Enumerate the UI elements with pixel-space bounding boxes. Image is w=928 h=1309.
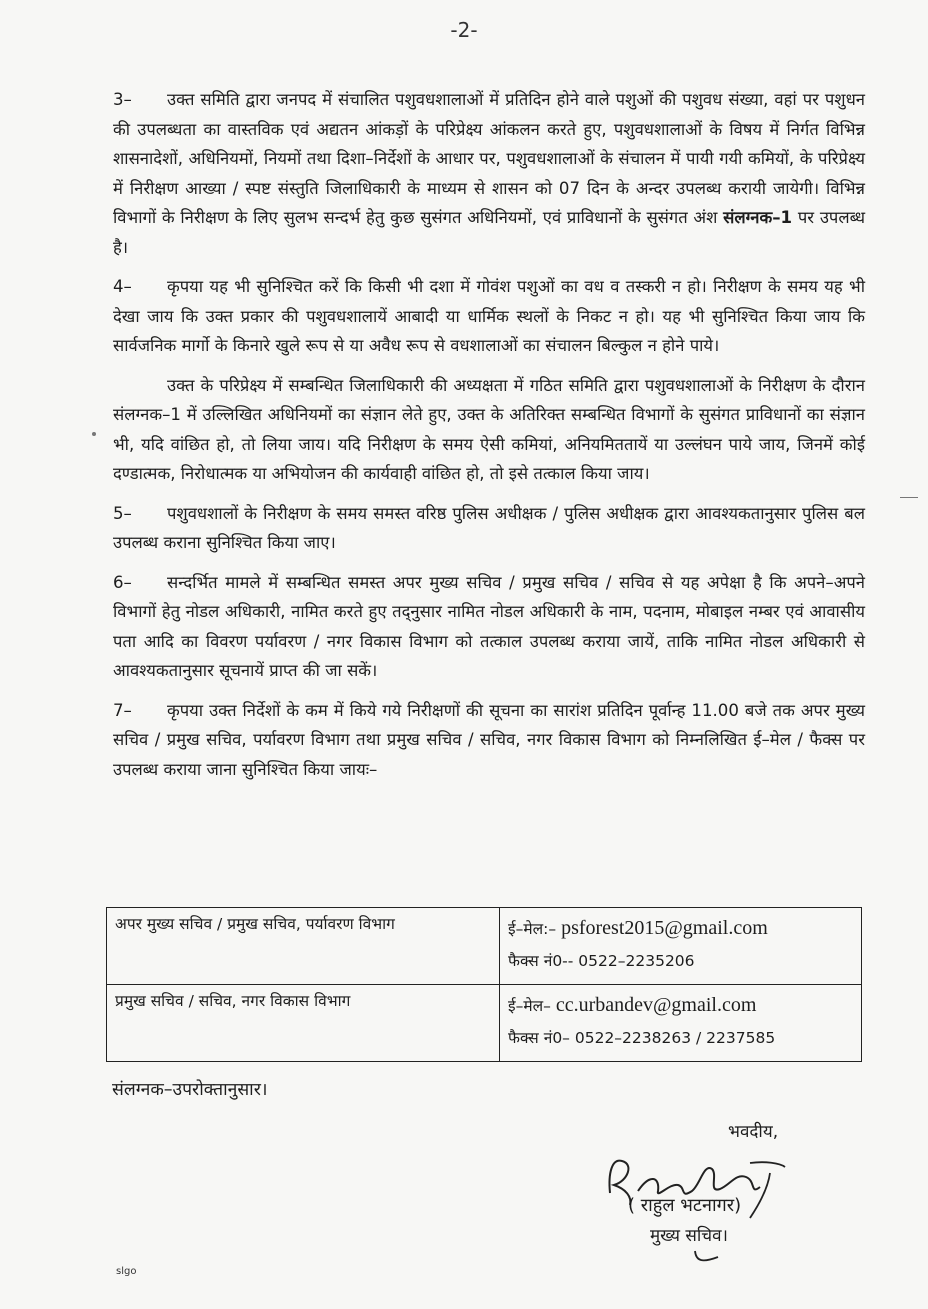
- fax-line: [508, 1022, 853, 1054]
- paragraph-4: [113, 272, 865, 361]
- fax-label: फैक्स नं0–: [508, 1029, 575, 1047]
- paragraph-4-continued: [113, 371, 865, 489]
- enclosure-note: संलग्नक–उपरोक्तानुसार।: [112, 1080, 268, 1100]
- page-number: -2-: [450, 18, 478, 42]
- department-cell: प्रमुख सचिव / सचिव, नगर विकास विभाग: [107, 985, 500, 1062]
- paragraph-text: पशुवधशालों के निरीक्षण के समय समस्त वरिष्ठ पुलिस अधीक्षक / पुलिस अधीक्षक द्वारा आवश्यकतानुसार पुलिस बल उपलब्ध कराना सुनिश्चित किया जाए।: [113, 503, 865, 552]
- email-address[interactable]: cc.urbandev@gmail.com: [555, 994, 757, 1016]
- table-row: [107, 908, 862, 985]
- paragraph-text: सन्दर्भित मामले में सम्बन्धित समस्त अपर मुख्य सचिव / प्रमुख सचिव / सचिव से यह अपेक्षा है कि अपने–अपने विभागों हेतु नोडल अधिकारी, नामित करते हुए तद्नुसार नामित नोडल अधिकारी के नाम, पदनाम, मोबाइल नम्बर एवं आवासीय पता आदि का विवरण पर्यावरण / नगर विकास विभाग को तत्काल उपलब्ध कराया जायें, ताकि नामित नोडल अधिकारी से आवश्यकतानुसार सूचनायें प्राप्त की जा सकें।: [113, 572, 865, 680]
- paragraph-number: 5–: [113, 503, 132, 523]
- paragraph-5: [113, 499, 865, 558]
- paragraph-text-end: पर उपलब्ध है।: [113, 208, 865, 257]
- signatory-designation: मुख्य सचिव।: [650, 1226, 728, 1246]
- paragraph-text: कृपया उक्त निर्देशों के कम में किये गये निरीक्षणों की सूचना का सारांश प्रतिदिन पूर्वान्ह 11.00 बजे तक अपर मुख्य सचिव / प्रमुख सचिव, पर्यावरण विभाग तथा प्रमुख सचिव / सचिव, नगर विकास विभाग को निम्नलिखित ई–मेल / फैक्स पर उपलब्ध कराया जाना सुनिश्चित किया जायः–: [113, 700, 865, 779]
- contacts-table: [106, 907, 862, 1062]
- paragraph-number: 6–: [113, 572, 132, 592]
- paragraph-text: उक्त समिति द्वारा जनपद में संचालित पशुवधशालाओं में प्रतिदिन होने वाले पशुओं की पशुवध संख्या, वहां पर पशुधन की उपलब्धता का वास्तविक एवं अद्यतन आंकड़ों के परिप्रेक्ष्य आंकलन करते हुए, पशुवधशालाओं के विषय में निर्गत विभिन्न शासनादेशों, अधिनियमों, नियमों तथा दिशा–निर्देशों के आधार पर, पशुवधशालाओं के संचालन में पायी गयी कमियों, के परिप्रेक्ष्य में निरीक्षण आख्या / स्पष्ट संस्तुति जिलाधिकारी के माध्यम से शासन को 07 दिन के अन्दर उपलब्ध करायी जायेगी। विभिन्न विभागों के निरीक्षण के लिए सुलभ सन्दर्भ हेतु कुछ सुसंगत अधिनियमों, एवं प्राविधानों के सुसंगत अंश: [113, 90, 865, 227]
- closing-salutation: भवदीय,: [728, 1122, 779, 1142]
- email-label: ई–मेल–: [508, 997, 551, 1015]
- fax-number: 0522–2238263 / 2237585: [574, 1029, 776, 1047]
- paragraph-number: 7–: [113, 700, 132, 720]
- department-cell: अपर मुख्य सचिव / प्रमुख सचिव, पर्यावरण विभाग: [107, 908, 500, 985]
- paragraph-6: [113, 568, 865, 686]
- fax-label: फैक्स नं0--: [508, 952, 579, 970]
- fax-number: 0522–2235206: [578, 952, 695, 970]
- fax-line: [508, 945, 853, 977]
- letter-body: [113, 85, 865, 794]
- contact-cell: [500, 908, 862, 985]
- signatory-name: ( राहुल भटनागर): [628, 1195, 742, 1216]
- email-address[interactable]: psforest2015@gmail.com: [561, 917, 768, 939]
- initial-mark: [692, 1247, 722, 1267]
- email-label: ई–मेल:–: [508, 920, 557, 938]
- paragraph-7: [113, 696, 865, 785]
- footer-code: slgo: [116, 1266, 137, 1277]
- paragraph-number: 3–: [113, 90, 132, 109]
- paragraph-text: उक्त के परिप्रेक्ष्य में सम्बन्धित जिलाधिकारी की अध्यक्षता में गठित समिति द्वारा पशुवधशालाओं के निरीक्षण के दौरान संलग्नक–1 में उल्लिखित अधिनियमों का संज्ञान लेते हुए, उक्त के अतिरिक्त सम्बन्धित विभागों के सुसंगत प्राविधानों का संज्ञान भी, यदि वांछित हो, तो लिया जाय। यदि निरीक्षण के समय ऐसी कमियां, अनियमिततायें या उल्लंघन पाये जाय, जिनमें कोई दण्डात्मक, निरोधात्मक या अभियोजन की कार्यवाही वांछित हो, तो इसे तत्काल किया जाय।: [113, 375, 865, 483]
- contact-cell: [500, 985, 862, 1062]
- paragraph-3: [113, 85, 865, 262]
- paragraph-number: 4–: [113, 277, 132, 296]
- table-row: [107, 985, 862, 1062]
- enclosure-reference: संलग्नक–1: [723, 208, 793, 227]
- email-line: [508, 912, 853, 945]
- scan-mark: [900, 497, 918, 498]
- paragraph-text: कृपया यह भी सुनिश्चित करें कि किसी भी दशा में गोवंश पशुओं का वध व तस्करी न हो। निरीक्षण के समय यह भी देखा जाय कि उक्त प्रकार की पशुवधशालायें आबादी या धार्मिक स्थलों के निकट न हो। यह भी सुनिश्चित किया जाय कि सार्वजनिक मार्गो के किनारे खुले रूप से या अवैध रूप से वधशालाओं का संचालन बिल्कुल न होने पाये।: [113, 277, 865, 355]
- scan-mark: [92, 432, 96, 436]
- email-line: [508, 989, 853, 1022]
